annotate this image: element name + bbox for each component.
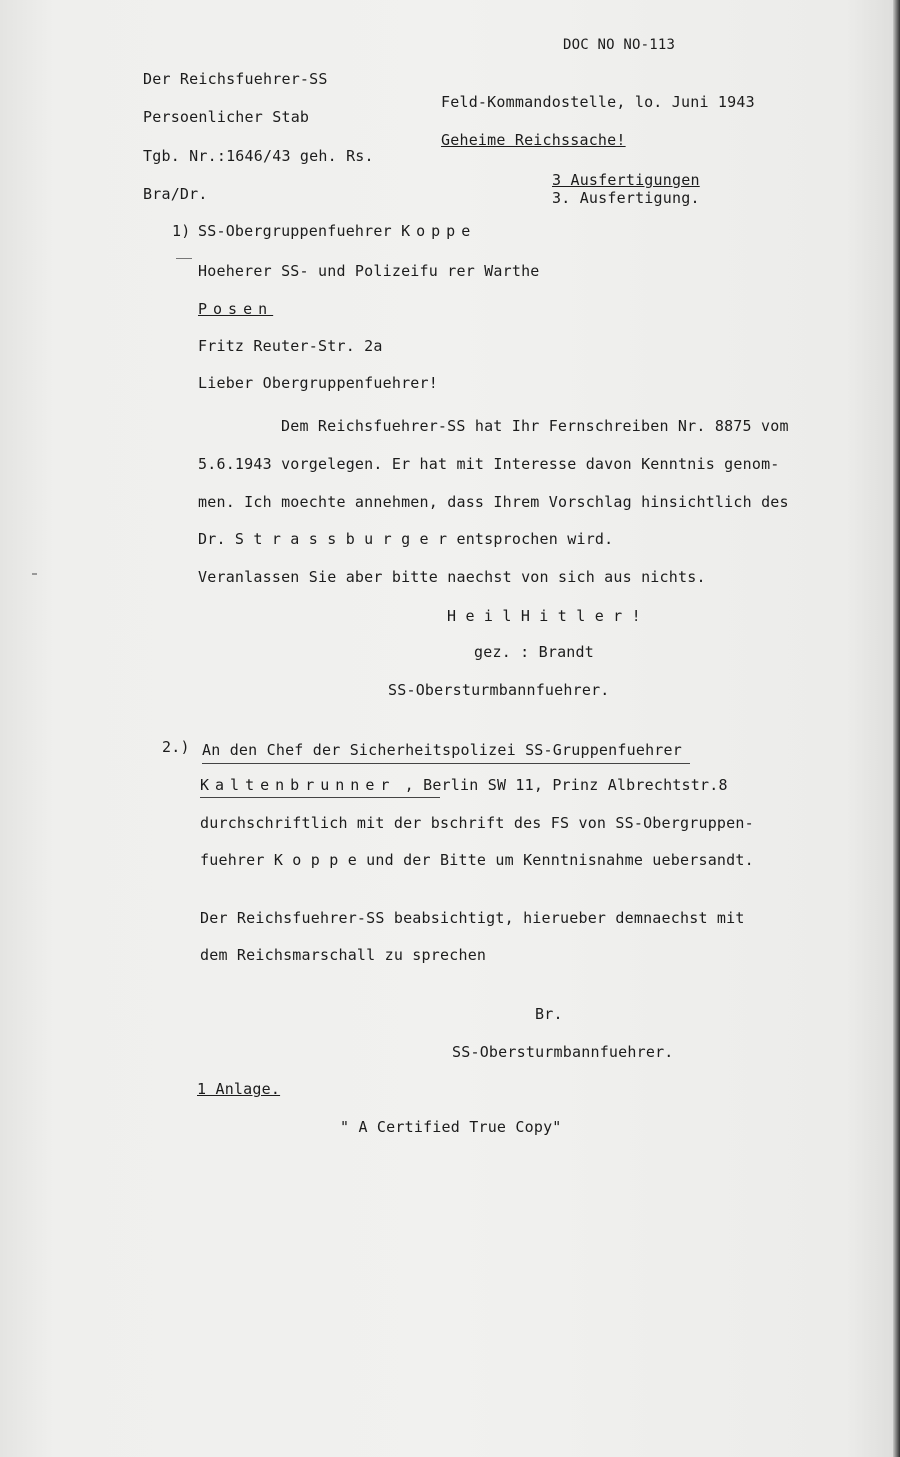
signer-rank: SS-Obersturmbannfuehrer. — [388, 681, 610, 699]
body-line-1: Dem Reichsfuehrer-SS hat Ihr Fernschreiben Nr. 8875 vom — [281, 417, 789, 435]
section-2-rank: SS-Obersturmbannfuehrer. — [452, 1043, 674, 1061]
signature-brandt: gez. : Brandt — [474, 643, 594, 661]
salutation: Lieber Obergruppenfuehrer! — [198, 374, 438, 392]
section-2-body-2: fuehrer K o p p e und der Bitte um Kenntnisnahme uebersandt. — [200, 851, 754, 869]
underline-2 — [200, 797, 440, 798]
body-line-2: 5.6.1943 vorgelegen. Er hat mit Interesse davon Kenntnis genom- — [198, 455, 780, 473]
page-edge-shadow — [893, 0, 900, 1457]
sender-line-3: Tgb. Nr.:1646/43 geh. Rs. — [143, 147, 374, 165]
section-1-number: 1) — [172, 222, 191, 240]
section-2-number: 2.) — [162, 738, 190, 756]
sender-line-4: Bra/Dr. — [143, 185, 208, 203]
underline-1 — [202, 763, 690, 764]
section-2-body-1: durchschriftlich mit der bschrift des FS von SS-Obergruppen- — [200, 814, 754, 832]
section-2-note-1: Der Reichsfuehrer-SS beabsichtigt, hierueber demnaechst mit — [200, 909, 745, 927]
sender-line-2: Persoenlicher Stab — [143, 108, 310, 126]
section-2-recipient: An den Chef der Sicherheitspolizei SS-Gruppenfuehrer — [202, 741, 682, 759]
section-2-note-2: dem Reichsmarschall zu sprechen — [200, 946, 487, 964]
body-line-3: men. Ich moechte annehmen, dass Ihrem Vorschlag hinsichtlich des — [198, 493, 789, 511]
recipient-title: Hoeherer SS- und Polizeifu rer Warthe — [198, 262, 540, 280]
copy-number: 3. Ausfertigung. — [552, 189, 700, 207]
place-date: Feld-Kommandostelle, lo. Juni 1943 — [441, 93, 755, 111]
doc-number: DOC NO NO-113 — [563, 37, 676, 53]
recipient-rank-text: SS-Obergruppenfuehrer — [198, 222, 402, 240]
recipient-name: Koppe — [401, 222, 477, 240]
sender-line-1: Der Reichsfuehrer-SS — [143, 70, 328, 88]
recipient-city: Posen — [198, 300, 274, 318]
recipient-rank — [198, 222, 476, 240]
scan-speck — [32, 573, 37, 575]
recipient-address: , Berlin SW 11, Prinz Albrechtstr.8 — [395, 776, 728, 794]
recipient-kaltenbrunner: Kaltenbrunner — [200, 776, 396, 794]
copies-total: 3 Ausfertigungen — [552, 171, 700, 189]
closing: H e i l H i t l e r ! — [447, 607, 641, 625]
margin-dash — [176, 258, 192, 259]
body-line-4: Dr. S t r a s s b u r g e r entsprochen wird. — [198, 530, 614, 548]
body-line-5: Veranlassen Sie aber bitte naechst von sich aus nichts. — [198, 568, 706, 586]
classification: Geheime Reichssache! — [441, 131, 626, 149]
enclosure: 1 Anlage. — [197, 1080, 281, 1098]
initials: Br. — [535, 1005, 563, 1023]
recipient-street: Fritz Reuter-Str. 2a — [198, 337, 383, 355]
certification: " A Certified True Copy" — [340, 1118, 562, 1136]
section-2-address-line — [200, 776, 728, 794]
